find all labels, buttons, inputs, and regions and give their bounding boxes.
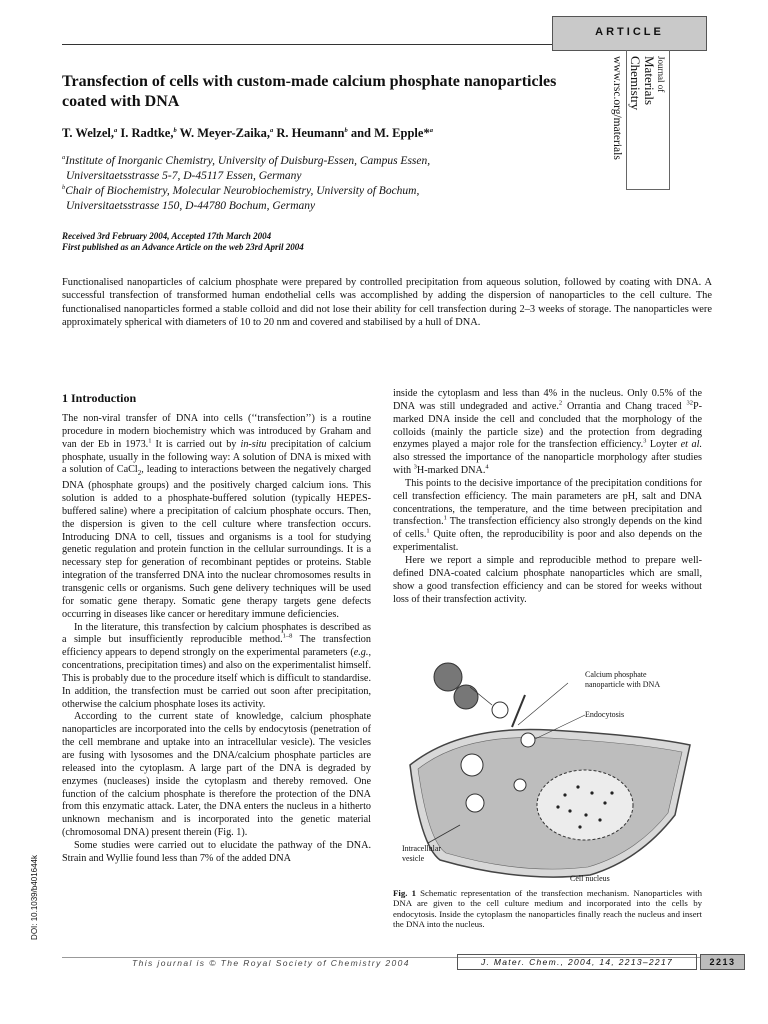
affiliation-b	[62, 184, 582, 199]
author-affil-mark: a	[429, 126, 433, 134]
zoom-circle	[492, 702, 508, 718]
affiliation-a-line2: Universitaetsstrasse 5-7, D-45117 Essen, Germany	[66, 170, 302, 182]
intro-paragraph-1: The non-viral transfer of DNA into cells (‘‘transfection’’) is a routine procedure in modern biochemistry which was introduced by Graham and van der Eb in 1973.$^1$ It is carried out by in-situ precipitation of calcium phosphate, usually in the following way: A solution of DNA is mixed with a solution of CaCl$_2$, leading to interactions between the negatively charged DNA (phosphate groups) and the positively charged calcium ions. This solution is added to a phosphate-buffered solution (typically HEPES-buffered saline) where a precipitation of calcium phosphate occurs. Then, the dispersion is given to the cell culture where transfection occurs. Introducing DNA to cell, tissues and organisms is a tool for studying genetic regulation and protein function in the cellular surroundings. It is a necessary step for generation of recombinant peptides or proteins. Stable integration of the transferred DNA into the nuclear chromosomes results in transgenic cells or organisms. Such gene delivery techniques will be used for somatic gene therapy. Somatic gene therapy targets gene defects occurring in diseases like cancer or hereditary immune deficiencies.	[62, 413, 372, 620]
intro-paragraph-4: Some studies were carried out to elucidate the pathway of the DNA. Strain and Wyllie found less than 7% of the added DNA	[62, 839, 371, 864]
figure-1-diagram	[400, 655, 705, 885]
author-name: I. Radtke,	[120, 126, 174, 140]
endocytosis-vesicle	[521, 733, 535, 747]
doi-text: DOI: 10.1039/b401644k	[30, 855, 39, 940]
affil-text: Chair of Biochemistry, Molecular Neurobiochemistry, University of Bochum,	[65, 185, 420, 197]
author-affil-mark: b	[173, 126, 177, 134]
label-vesicle: Intracellular	[402, 844, 442, 853]
section-heading: 1 Introduction	[62, 391, 137, 405]
caption-text: Schematic representation of the transfection mechanism. Nanoparticles with DNA are given to the cell culture medium and incorporated into the cells by endocytosis. Inside the cytoplasm the nanoparticles finally reach the nucleus and insert the DNA into the nucleus.	[393, 888, 702, 930]
column-right	[393, 388, 702, 606]
header-rule	[62, 44, 552, 45]
author-name: T. Welzel,	[62, 126, 114, 140]
label-vesicle-2: vesicle	[402, 854, 425, 863]
col2-paragraph-1: inside the cytoplasm and less than 4% in the nucleus. Only 0.5% of the DNA was still undegraded and active.$^2$ Orrantia and Chang traced $^{32}$P-marked DNA inside the cell and concluded that the morphology of the colloids (mainly the particle size) and the protection from degrading enzymes played a major role for the transfection efficiency.$^3$ Loyter et al. also stressed the importance of the nanoparticle morphology after studies with $^3$H-marked DNA.$^4$	[393, 388, 702, 477]
affiliation-b-line2: Universitaetsstrasse 150, D-44780 Bochum, Germany	[66, 200, 316, 212]
author-name: R. Heumann	[276, 126, 345, 140]
page-number: 2213	[700, 954, 745, 970]
affil-mark: b	[62, 184, 66, 192]
nanoparticle-with-dna	[434, 663, 462, 691]
pipette	[512, 695, 525, 727]
author-name: and M. Epple*	[350, 126, 430, 140]
received-date: Received 3rd February 2004, Accepted 17th March 2004	[62, 231, 272, 241]
article-label: ARTICLE	[552, 16, 707, 51]
author-list	[62, 126, 582, 141]
affil-mark: a	[62, 154, 66, 162]
label-endocytosis: Endocytosis	[585, 710, 625, 719]
column-left	[62, 413, 371, 866]
figure-label: Fig. 1	[393, 888, 416, 898]
intracellular-vesicle	[461, 754, 483, 776]
affiliations	[62, 154, 582, 214]
author-affil-mark: a	[270, 126, 274, 134]
author-affil-mark: a	[113, 126, 118, 134]
affiliation-a	[62, 154, 582, 169]
nanoparticle-with-dna	[454, 685, 478, 709]
col2-paragraph-2: This points to the decisive importance of the precipitation conditions for cell transfection efficiency. The main parameters are pH, salt and DNA concentrations, the temperature, and the time between precipitation and transfection.$^1$ The transfection efficiency also strongly depends on the kind of cells.$^1$ Quite often, the reproducibility is poor and also depends on the experimentalist.	[393, 477, 702, 554]
footer-citation: J. Mater. Chem., 2004, 14, 2213–2217	[457, 954, 697, 970]
intro-paragraph-3: According to the current state of knowledge, calcium phosphate nanoparticles are incorporated into the cells by endocytosis (penetration of the cell membrane and uptake into an intracellular vesicle). The vesicles are fusing with lysosomes and the DNA/calcium phosphate particles are released into the cytoplasm. A large part of the DNA is degraded by enzymes (nucleases) inside the cytoplasm and thereby removed. One function of the calcium phosphate is therefore the protection of the DNA from this enzymatic attack. Later, the DNA enters the nucleus in a hitherto unknown mechanism and is incorporated into the genetic material (chromosomal DNA) present therein (Fig. 1).	[62, 711, 371, 839]
figure-caption	[393, 888, 702, 930]
publication-dates	[62, 231, 562, 253]
intracellular-vesicle	[466, 794, 484, 812]
cell-nucleus	[537, 770, 633, 840]
label-nanoparticle-2: nanoparticle with DNA	[585, 680, 661, 689]
abstract: Functionalised nanoparticles of calcium phosphate were prepared by controlled precipitation from aqueous solution, followed by coating with DNA. A successful transfection of transformed human endothelial cells was accomplished by adding the dispersion of nanoparticles to the cell culture. The functionalised nanoparticles formed a stable colloid and did not lose their ability for cell transfection during 2–3 weeks of storage. The nanoparticles were approximately spherical with diameters of 10 to 20 nm and covered and stabilised by a hull of DNA.	[62, 277, 712, 329]
journal-masthead	[611, 50, 670, 190]
intracellular-vesicle	[514, 779, 526, 791]
author-affil-mark: b	[344, 126, 348, 134]
journal-chemistry-text: Chemistry	[628, 56, 643, 111]
intro-paragraph-2: In the literature, this transfection by calcium phosphates is described as a simple but insufficiently reproducible method.$^{1-8}$ The transfection efficiency appears to depend strongly on the experimental parameters (e.g., concentrations, precipitation times) and also on the experimentalist himself. This is probably due to the procedure itself which is difficult to standardise. In addition, the transfection must be carried out soon after precipitation, otherwise the calcium phosphate loses its activity.	[62, 621, 371, 710]
footer-copyright: This journal is © The Royal Society of Chemistry 2004	[132, 958, 410, 968]
label-cell-nucleus: Cell nucleus	[570, 874, 610, 883]
doi-label[interactable]	[30, 855, 44, 945]
journal-of-text: Journal of	[656, 56, 666, 93]
affil-text: Institute of Inorganic Chemistry, University of Duisburg-Essen, Campus Essen,	[65, 155, 431, 167]
label-nanoparticle: Calcium phosphate	[585, 670, 647, 679]
col2-paragraph-3: Here we report a simple and reproducible method to prepare well-defined DNA-coated calcium phosphate nanoparticles which are small, show a good transfection efficiency and can be stored for weeks without loss of their transfection activity.	[393, 554, 702, 605]
published-date: First published as an Advance Article on the web 23rd April 2004	[62, 242, 304, 252]
journal-url[interactable]: www.rsc.org/materials	[611, 56, 623, 160]
journal-materials-text: Materials	[642, 56, 657, 106]
author-name: W. Meyer-Zaika,	[179, 126, 271, 140]
paper-title: Transfection of cells with custom-made calcium phosphate nanoparticles coated with DNA	[62, 73, 557, 110]
